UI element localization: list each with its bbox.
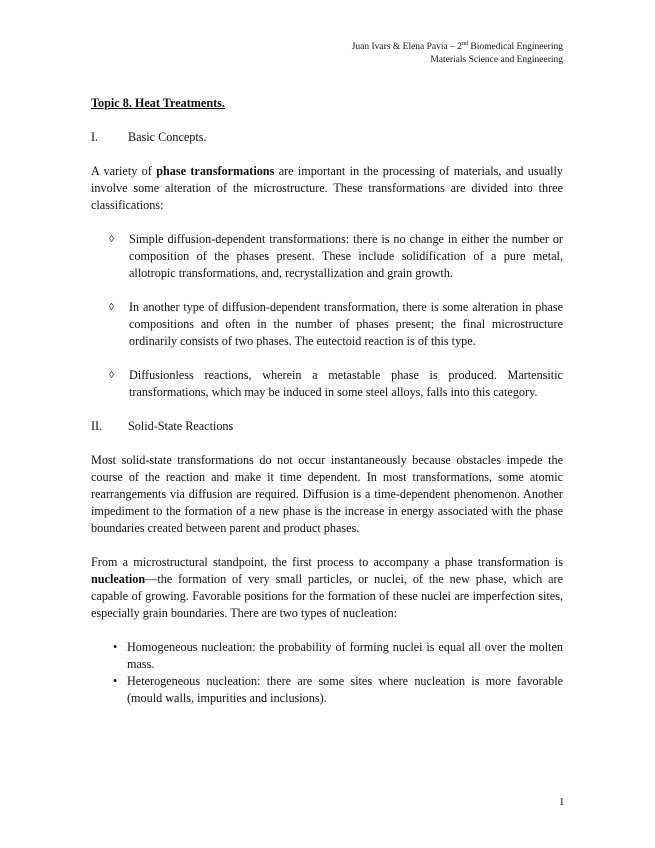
header-course: Materials Science and Engineering [430,55,563,66]
list-item: ◊ In another type of diffusion-dependent transformation, there is some alteration in phase compositions and often in the number of phases present; the final microstructure ordinarily consists of two phases. The eutectoid reaction is of this type. [109,300,563,348]
diamond-bullet-icon: ◊ [109,370,114,381]
page-number: 1 [559,796,565,808]
bullet-icon: • [113,674,118,688]
document-body [91,95,563,707]
section-heading-basic-concepts [91,129,563,146]
bold-term: nucleation [91,572,146,586]
paragraph-nucleation: From a microstructural standpoint, the first process to accompany a phase transformation is nucleation—the formation of very small particles, or nuclei, of the new phase, which are capable of growing. Favorable positions for the formation of these nuclei are imperfection sites, especially grain boundaries. There are two types of nucleation: [91,555,563,620]
list-item: ◊ Simple diffusion-dependent transformations: there is no change in either the number or composition of the phases present. These include solidification of a pure metal, allotropic transformations, and, recrystallization and grain growth. [109,232,563,280]
section-heading-solid-state [91,418,563,435]
classification-list [91,231,563,401]
document-title: Topic 8. Heat Treatments. [91,96,225,110]
nucleation-list [91,639,563,707]
section-title: Basic Concepts. [128,130,207,144]
intro-paragraph: A variety of phase transformations are important in the processing of materials, and usually involve some alteration of the microstructure. These transformations are divided into three classifications: [91,164,563,212]
list-item: ◊ Diffusionless reactions, wherein a metastable phase is produced. Martensitic transformations, which may be induced in some steel alloys, falls into this category. [109,368,563,399]
bold-term: phase transformations [156,164,275,178]
header-authors: Juan Ivars & Elena Pavía – 2nd Biomedical Engineering [351,41,563,53]
section-title: Solid-State Reactions [128,419,234,433]
section-number: II. [91,419,103,433]
page-header [352,38,563,67]
bullet-icon: • [113,640,118,654]
paragraph-solid-state: Most solid-state transformations do not occur instantaneously because obstacles impede the course of the reaction and make it time dependent. In most transformations, some atomic rearrangements via diffusion are required. Diffusion is a time-dependent phenomenon. Another impediment to the formation of a new phase is the increase in energy associated with the phase boundaries created between parent and product phases. [91,453,563,535]
section-number: I. [91,130,99,144]
diamond-bullet-icon: ◊ [109,302,114,313]
list-item: • Homogeneous nucleation: the probability of forming nuclei is equal all over the molten mass. [113,640,563,671]
diamond-bullet-icon: ◊ [109,234,114,245]
list-item: • Heterogeneous nucleation: there are some sites where nucleation is more favorable (mould walls, impurities and inclusions). [113,674,563,705]
